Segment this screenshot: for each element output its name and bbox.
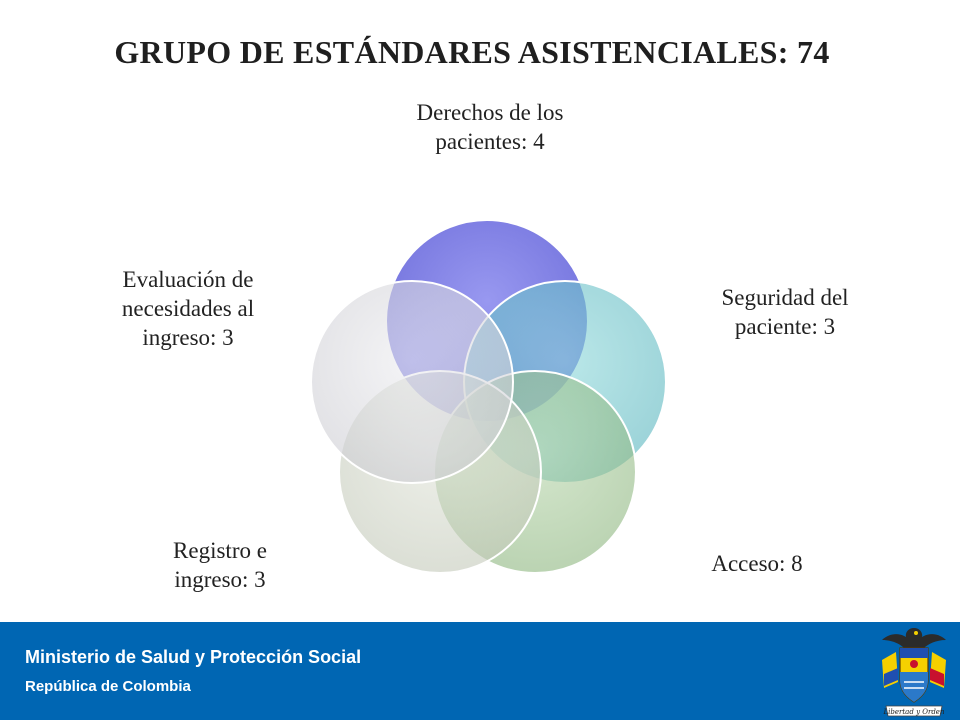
label-line: necesidades al [121,296,255,321]
circle-evaluacion [311,281,513,483]
label-seguridad-paciente [660,283,910,341]
label-line: Acceso: 8 [711,551,803,576]
label-evaluacion-necesidades [68,265,308,352]
label-line: pacientes: 4 [435,129,545,154]
slide-title: GRUPO DE ESTÁNDARES ASISTENCIALES: 74 [114,34,830,70]
label-line: ingreso: 3 [174,567,266,592]
svg-text:Libertad y Orden: Libertad y Orden [883,708,945,716]
label-line: Registro e [173,538,267,563]
footer-bar [0,622,960,720]
label-line: Seguridad del [721,285,849,310]
label-line: ingreso: 3 [142,325,234,350]
label-line: Derechos de los [416,100,564,125]
label-registro-ingreso [120,536,320,594]
colombia-coat-of-arms-icon [872,622,956,720]
label-derechos-pacientes [330,98,650,156]
country-name: República de Colombia [25,678,191,695]
label-line: paciente: 3 [734,314,836,339]
label-line: Evaluación de [122,267,254,292]
label-acceso [662,549,852,578]
ministry-name: Ministerio de Salud y Protección Social [25,647,362,667]
